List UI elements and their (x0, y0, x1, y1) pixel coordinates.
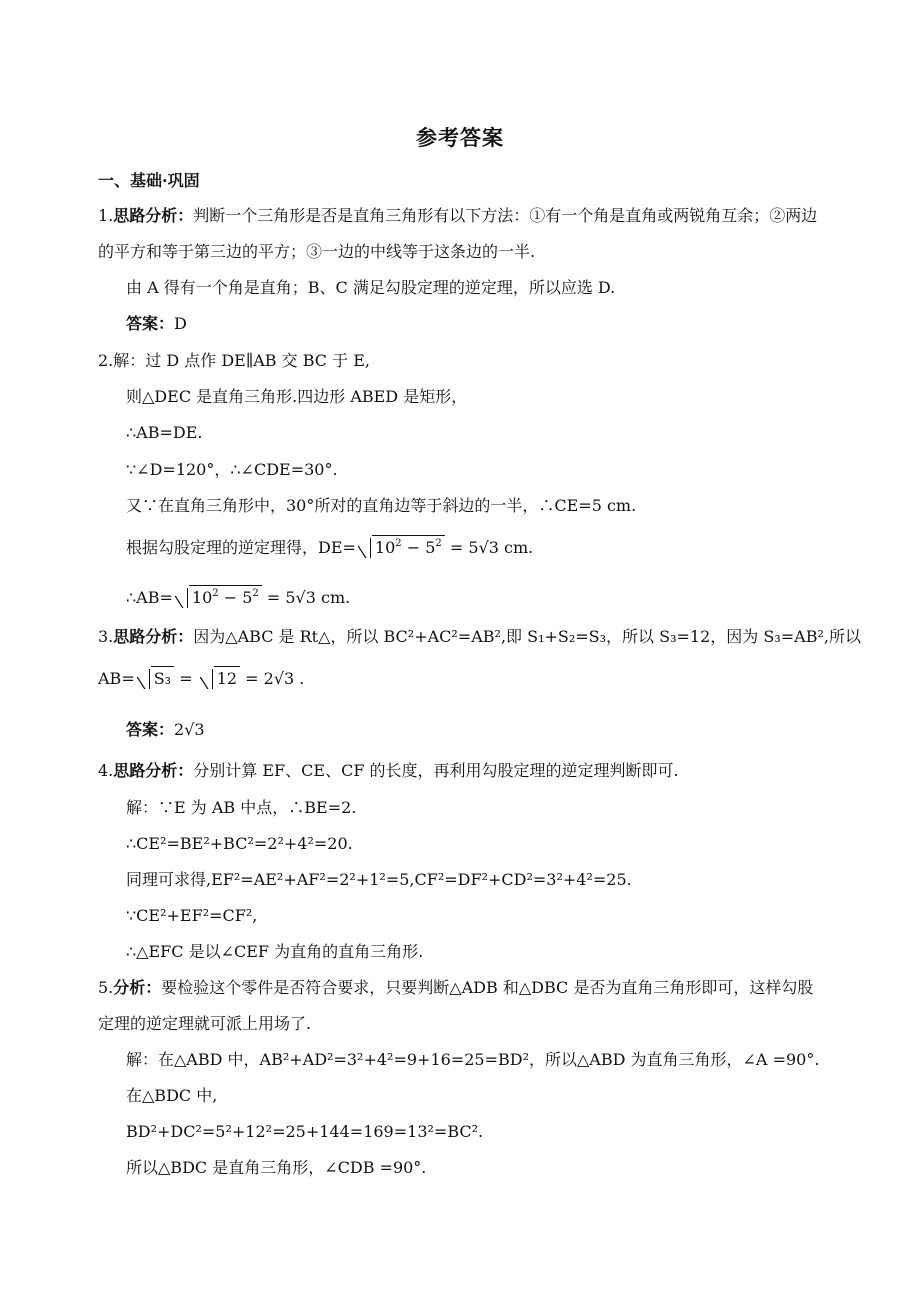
sqrt-expression: S₃ (137, 666, 174, 690)
q2-line-1: 2.解：过 D 点作 DE∥AB 交 BC 于 E, (98, 351, 370, 370)
q5-line-3: 解：在△ABD 中，AB²+AD²=3²+4²=9+16=25=BD²，所以△ABD 为直角三角形，∠A =90°. (126, 1050, 820, 1069)
q1-line-2: 的平方和等于第三边的平方；③一边的中线等于这条边的一半. (98, 242, 536, 261)
q3-answer: 答案：2√3 (126, 720, 205, 739)
page-title: 参考答案 (416, 125, 504, 150)
q5-line-4: 在△BDC 中, (126, 1086, 218, 1105)
q5-line-2: 定理的逆定理就可派上用场了. (98, 1014, 312, 1033)
q5-line-5: BD²+DC²=5²+12²=25+144=169=13²=BC². (126, 1122, 484, 1141)
q4-line-6: ∴△EFC 是以∠CEF 为直角的直角三角形. (126, 942, 424, 961)
q1-line-3: 由 A 得有一个角是直角；B、C 满足勾股定理的逆定理，所以应选 D. (126, 278, 616, 297)
q4-line-3: ∴CE²=BE²+BC²=2²+4²=20. (126, 834, 353, 853)
q2-line-2: 则△DEC 是直角三角形.四边形 ABED 是矩形， (126, 387, 468, 406)
q2-line-5: 又∵在直角三角形中，30°所对的直角边等于斜边的一半，∴CE=5 cm. (126, 496, 637, 515)
q5-line-6: 所以△BDC 是直角三角形，∠CDB =90°. (126, 1158, 427, 1177)
q5-line-1: 5.分析：要检验这个零件是否符合要求，只要判断△ADB 和△DBC 是否为直角三角形即可，这样勾股 (98, 978, 814, 997)
q4-line-5: ∵CE²+EF²=CF², (126, 906, 258, 925)
section-heading: 一、基础·巩固 (98, 171, 200, 190)
q4-line-2: 解：∵E 为 AB 中点，∴BE=2. (126, 798, 357, 817)
q2-line-6: 根据勾股定理的逆定理得，$DE= 10^2 - 5^2 = 5√3$ cm. (126, 535, 533, 559)
sqrt-expression: $10^2 - 5^2$ (358, 535, 445, 559)
q1-answer: 答案：D (126, 314, 187, 333)
q3-line-2: AB= S₃ = 12 = 2√3 . (98, 666, 304, 690)
q4-line-4: 同理可求得,EF²=AE²+AF²=2²+1²=5,CF²=DF²+CD²=3²+4²=25. (126, 870, 632, 889)
sqrt-expression: 12 (200, 666, 240, 690)
q2-line-4: ∵∠D=120°，∴∠CDE=30°. (126, 460, 338, 479)
q2-line-3: ∴AB=DE. (126, 423, 203, 442)
q2-line-7: ∴AB= $10^2 - 5^2 = 5√3$ cm. (126, 585, 350, 609)
q3-line-1: 3.思路分析：因为△ABC 是 Rt△，所以 BC²+AC²=AB²,即 S₁+S₂=S₃，所以 S₃=12，因为 S₃=AB²,所以 (98, 627, 861, 646)
q1-line-1: 1.思路分析：判断一个三角形是否是直角三角形有以下方法：①有一个角是直角或两锐角互余；②两边 (98, 206, 818, 225)
sqrt-expression: $10^2 - 5^2$ (175, 585, 262, 609)
q4-line-1: 4.思路分析：分别计算 EF、CE、CF 的长度，再利用勾股定理的逆定理判断即可. (98, 761, 679, 780)
